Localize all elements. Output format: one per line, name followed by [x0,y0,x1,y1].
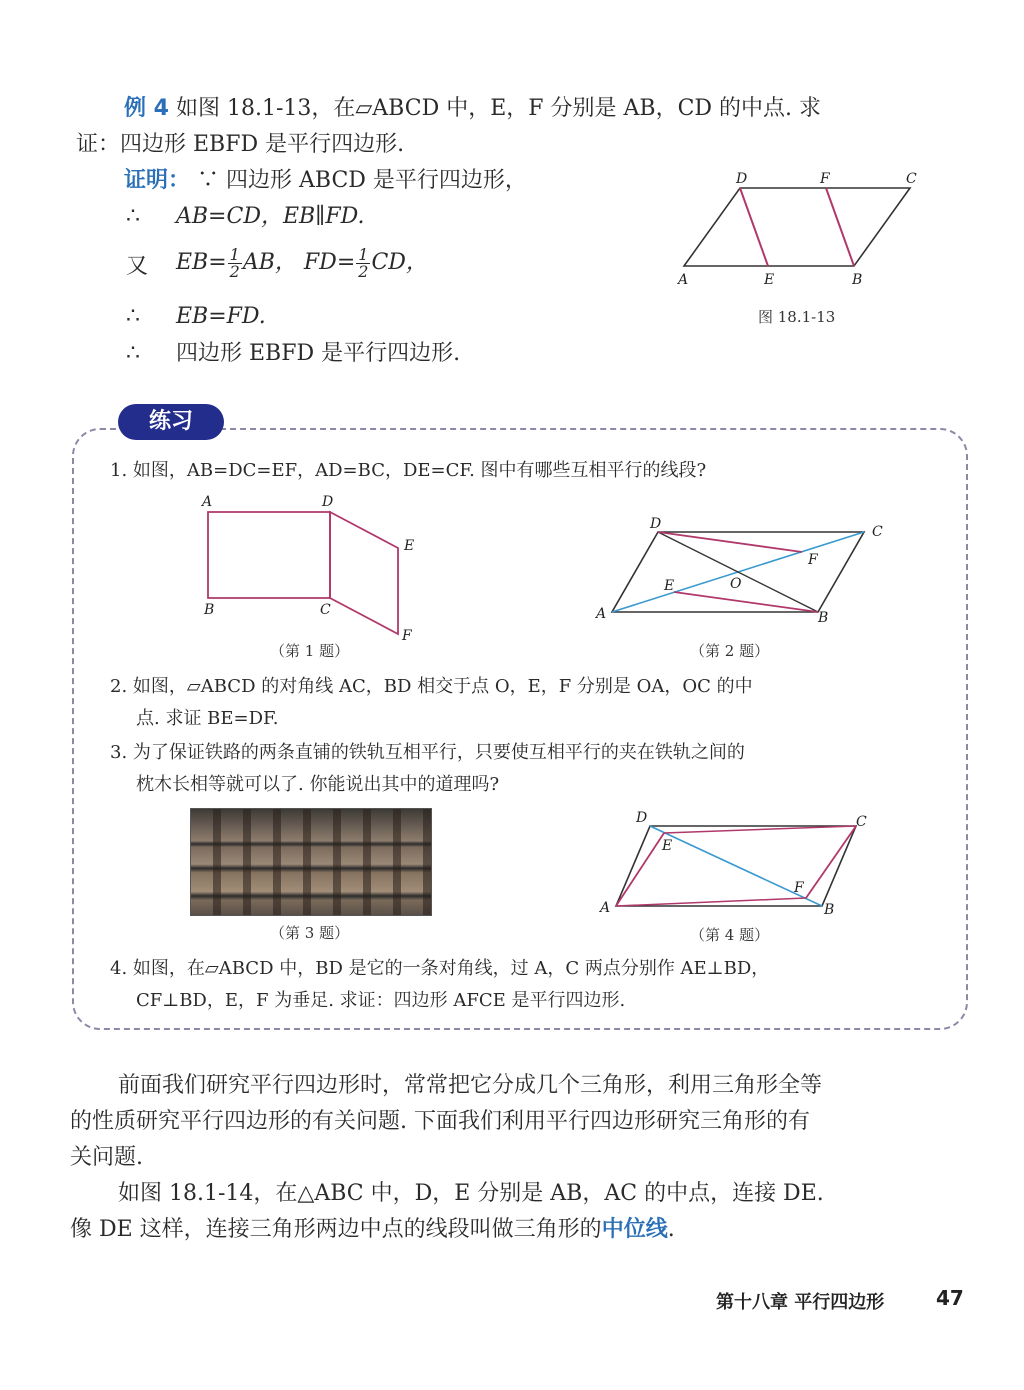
therefore-symbol-3: ∴ [126,341,140,366]
frac-num-2: 1 [358,244,369,264]
caption-q1: （第 1 题） [270,642,350,660]
fig4-label-f: F [794,880,804,896]
paragraph-2-text: 像 DE 这样，连接三角形两边中点的线段叫做三角形的 [70,1217,602,1242]
fig2-label-a: A [596,606,607,622]
example-statement-line2: 证：四边形 EBFD 是平行四边形. [76,132,405,157]
eb-equals: EB= [176,250,227,275]
parallelogram-abcd [684,188,910,266]
question-4-line2: CF⊥BD，E，F 为垂足. 求证：四边形 AFCE 是平行四边形. [136,990,626,1011]
segment-de [740,188,768,266]
proof-line1-text: ∵ 四边形 ABCD 是平行四边形， [197,168,527,193]
fig2-label-d: D [650,516,662,532]
caption-q2: （第 2 题） [690,642,770,660]
fraction-half-1 [228,244,242,281]
proof-line4: EB=FD. [176,304,266,329]
segment-ec [664,826,856,833]
label-d: D [736,171,748,187]
fig4-label-c: C [856,814,867,830]
fig2-label-e: E [664,578,675,594]
example-statement-text: 如图 18.1-13，在▱ABCD 中，E，F 分别是 AB，CD 的中点. 求 [175,96,822,121]
label-e: E [764,272,775,288]
page-number: 47 [936,1286,964,1310]
proof-you: 又 [126,254,149,279]
therefore-symbol-1: ∴ [126,204,140,229]
figure-18-1-13 [670,168,930,298]
fig1-label-b: B [204,602,215,618]
fraction-half-2 [356,244,370,281]
fig2-label-c: C [872,524,883,540]
cd-text: CD， [371,250,428,275]
question-2-line1: 2. 如图，▱ABCD 的对角线 AC，BD 相交于点 O，E，F 分别是 OA，OC 的中 [110,676,753,697]
parallelogram-dcfe [330,512,398,634]
frac-num: 1 [229,244,240,264]
segment-af [616,898,806,906]
question-1: 1. 如图，AB=DC=EF，AD=BC，DE=CF. 图中有哪些互相平行的线段? [110,460,707,481]
proof-line1 [124,164,527,198]
label-c: C [906,171,917,187]
question-3-line1: 3. 为了保证铁路的两条直铺的铁轨互相平行，只要使互相平行的夹在铁轨之间的 [110,742,745,763]
label-f: F [820,171,830,187]
question-4-line1: 4. 如图，在▱ABCD 中，BD 是它的一条对角线，过 A，C 两点分别作 AE⊥BD， [110,958,770,979]
fig1-label-f: F [402,628,412,644]
segment-cf [806,826,856,898]
label-b: B [852,272,863,288]
fd-equals: FD= [303,250,356,275]
square-abcd [208,512,330,598]
segment-df [658,532,802,552]
paragraph-2-line1: 如图 18.1-14，在△ABC 中，D，E 分别是 AB，AC 的中点，连接 DE. [118,1181,824,1206]
fig1-label-d: D [322,494,334,510]
exercise-figure-4 [594,806,884,918]
proof-label: 证明： [124,168,191,193]
fig2-label-o: O [730,576,742,592]
proof-line3 [176,246,428,280]
chapter-title: 第十八章 平行四边形 [716,1292,885,1313]
fig1-label-c: C [320,602,331,618]
fig4-label-e: E [662,838,673,854]
exercise-figure-2 [590,512,890,632]
question-3-line2: 枕木长相等就可以了. 你能说出其中的道理吗? [136,774,500,795]
frac-den-2: 2 [358,261,369,281]
fig4-label-a: A [600,900,611,916]
railway-track-photo [190,808,432,916]
caption-q4: （第 4 题） [690,926,770,944]
segment-ae [616,833,664,906]
example-statement-line1 [124,92,821,126]
paragraph-1-line2: 的性质研究平行四边形的有关问题. 下面我们利用平行四边形研究三角形的有 [70,1109,810,1134]
exercise-badge: 练习 [118,404,224,440]
label-a: A [678,272,689,288]
caption-q3: （第 3 题） [270,924,350,942]
segment-fb [826,188,854,266]
paragraph-1-line3: 关问题. [70,1145,143,1170]
ab-text: AB， [242,250,297,275]
fig4-label-b: B [824,902,835,918]
fig4-label-d: D [636,810,648,826]
frac-den: 2 [229,261,240,281]
fig2-label-f: F [808,552,818,568]
question-2-line2: 点. 求证 BE=DF. [136,708,279,729]
paragraph-1-line1: 前面我们研究平行四边形时，常常把它分成几个三角形，利用三角形全等 [118,1073,823,1098]
fig1-label-e: E [404,538,415,554]
proof-line2: AB=CD，EB∥FD. [176,204,365,229]
segment-be [674,592,818,612]
paragraph-2-end: . [667,1217,675,1242]
term-midline: 中位线 [601,1217,668,1242]
exercise-figure-1 [190,490,430,645]
therefore-symbol-2: ∴ [126,304,140,329]
proof-line5: 四边形 EBFD 是平行四边形. [176,341,461,366]
example-label: 例 4 [124,96,169,121]
paragraph-2-line2 [70,1212,675,1248]
figure-caption-18-1-13: 图 18.1-13 [758,308,836,326]
fig2-label-b: B [818,610,829,626]
fig1-label-a: A [202,494,213,510]
